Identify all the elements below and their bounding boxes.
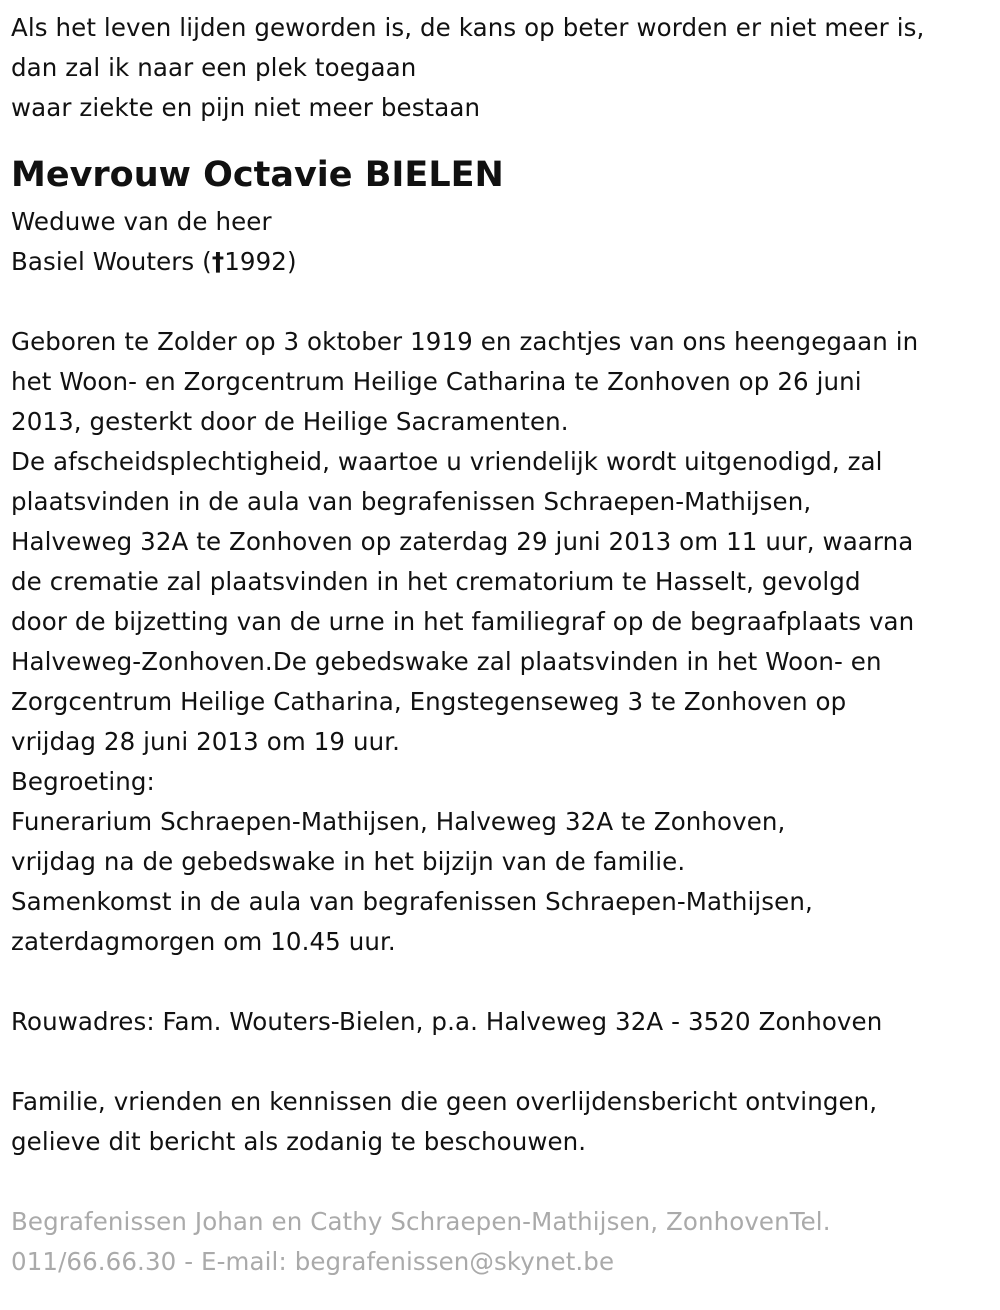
poem-line: waar ziekte en pijn niet meer bestaan	[11, 93, 481, 122]
body-line: Zorgcentrum Heilige Catharina, Engstegenseweg 3 te Zonhoven op	[11, 687, 847, 716]
poem-line: Als het leven lijden geworden is, de kans op beter worden er niet meer is,	[11, 13, 925, 42]
body-line: door de bijzetting van de urne in het familiegraf op de begraafplaats van	[11, 607, 915, 636]
mourning-address: Rouwadres: Fam. Wouters-Bielen, p.a. Halveweg 32A - 3520 Zonhoven	[11, 1007, 883, 1036]
body-line: zaterdagmorgen om 10.45 uur.	[11, 927, 396, 956]
body-line: Begroeting:	[11, 767, 155, 796]
body-line: vrijdag 28 juni 2013 om 19 uur.	[11, 727, 401, 756]
notice	[11, 1082, 990, 1162]
spouse-suffix: 1992)	[224, 247, 297, 276]
spacer	[11, 1162, 990, 1202]
body-line: vrijdag na de gebedswake in het bijzijn van de familie.	[11, 847, 686, 876]
body-line: Funerarium Schraepen-Mathijsen, Halveweg 32A te Zonhoven,	[11, 807, 786, 836]
body-line: De afscheidsplechtigheid, waartoe u vriendelijk wordt uitgenodigd, zal	[11, 447, 883, 476]
body-line: Halveweg 32A te Zonhoven op zaterdag 29 juni 2013 om 11 uur, waarna	[11, 527, 914, 556]
body-line: Halveweg-Zonhoven.De gebedswake zal plaatsvinden in het Woon- en	[11, 647, 882, 676]
footer-line: 011/66.66.30 - E-mail: begrafenissen@skynet.be	[11, 1247, 615, 1276]
poem-line: dan zal ik naar een plek toegaan	[11, 53, 417, 82]
notice-line: Familie, vrienden en kennissen die geen overlijdensbericht ontvingen,	[11, 1087, 878, 1116]
obituary-body	[11, 322, 990, 962]
notice-line: gelieve dit bericht als zodanig te beschouwen.	[11, 1127, 587, 1156]
body-line: het Woon- en Zorgcentrum Heilige Catharina te Zonhoven op 26 juni	[11, 367, 862, 396]
spacer	[11, 962, 990, 1002]
deceased-status: Weduwe van de heer	[11, 207, 272, 236]
body-line: 2013, gesterkt door de Heilige Sacramenten.	[11, 407, 569, 436]
deceased-name: Mevrouw Octavie BIELEN	[11, 155, 504, 195]
spacer	[11, 282, 990, 322]
spacer	[11, 1042, 990, 1082]
cross-icon: †	[211, 247, 225, 276]
body-line: Samenkomst in de aula van begrafenissen Schraepen-Mathijsen,	[11, 887, 813, 916]
spouse-prefix: Basiel Wouters (	[11, 247, 212, 276]
body-line: de crematie zal plaatsvinden in het crematorium te Hasselt, gevolgd	[11, 567, 861, 596]
footer-line: Begrafenissen Johan en Cathy Schraepen-Mathijsen, ZonhovenTel.	[11, 1207, 831, 1236]
poem	[11, 8, 990, 128]
body-line: Geboren te Zolder op 3 oktober 1919 en zachtjes van ons heengegaan in	[11, 327, 919, 356]
funeral-home-footer	[11, 1202, 990, 1282]
spouse-line	[11, 242, 990, 282]
body-line: plaatsvinden in de aula van begrafenissen Schraepen-Mathijsen,	[11, 487, 812, 516]
